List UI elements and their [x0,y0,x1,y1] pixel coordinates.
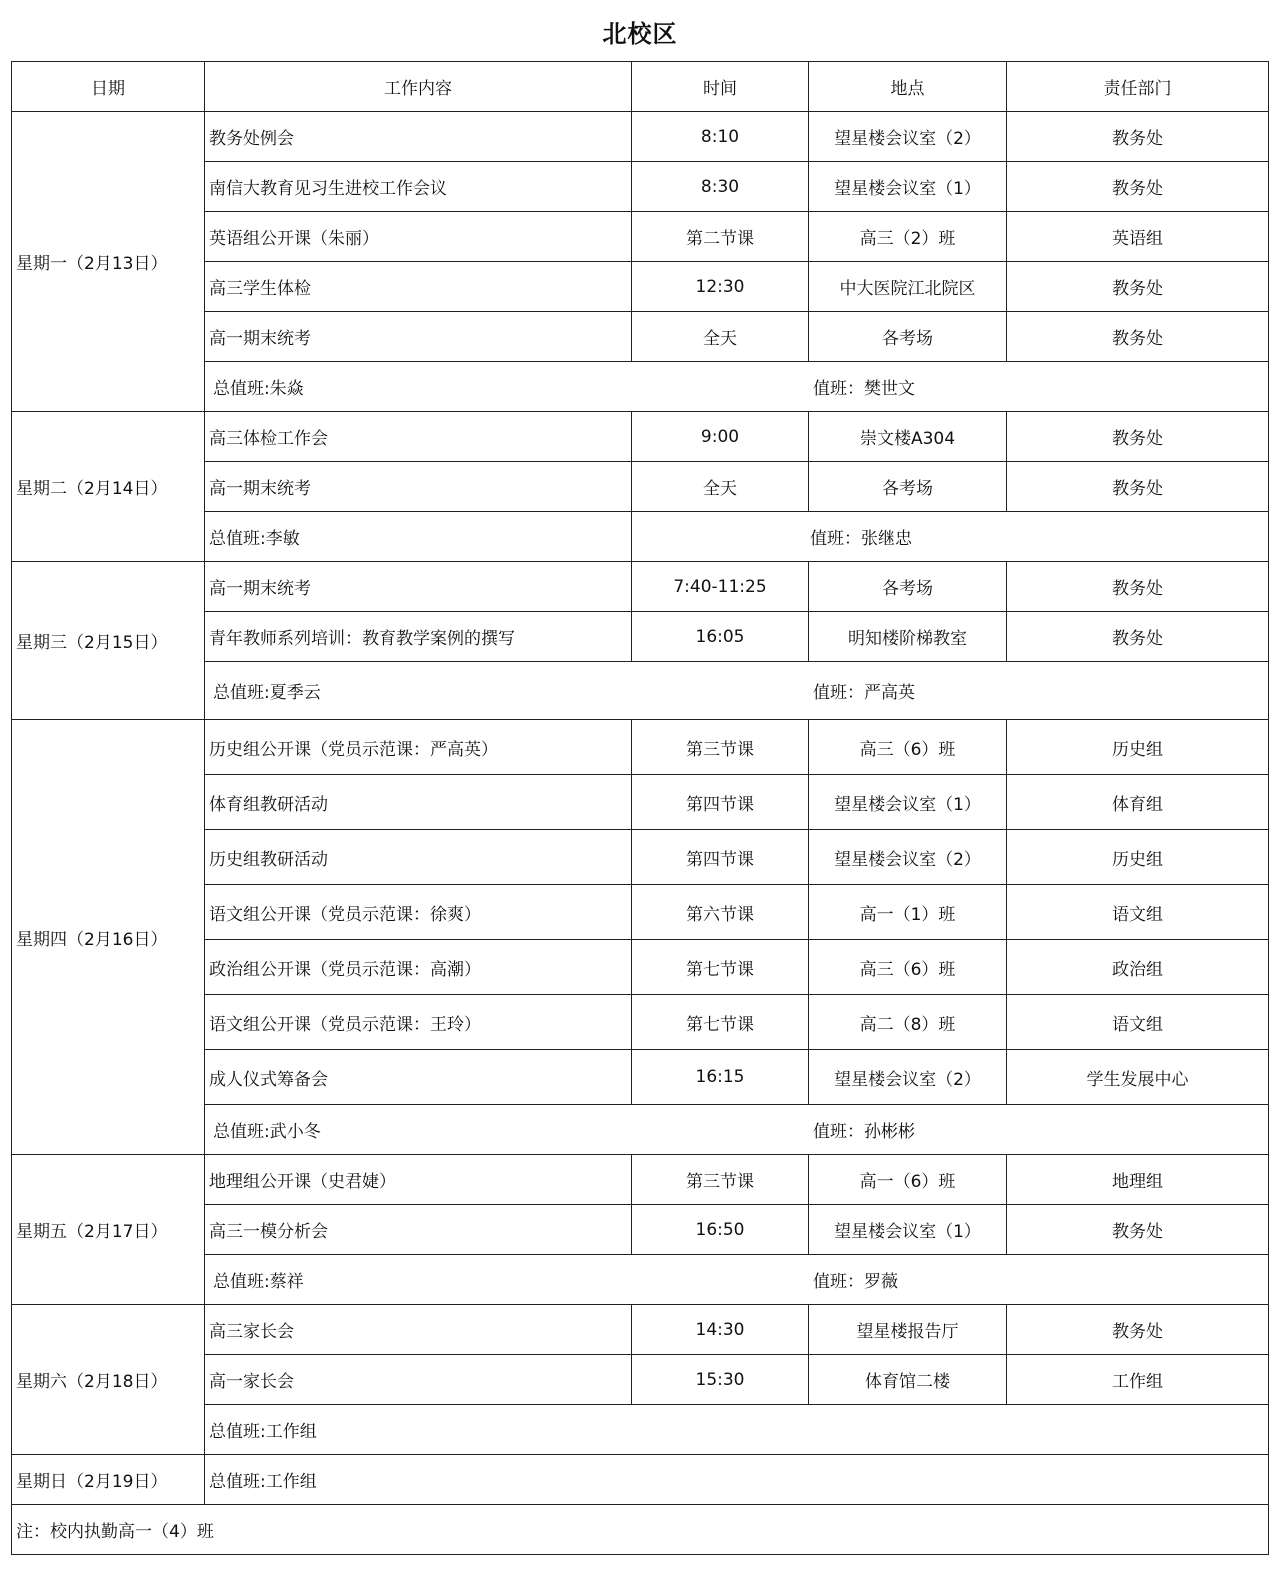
content-cell: 南信大教育见习生进校工作会议 [205,162,632,212]
day-cell: 星期五（2月17日） [12,1155,205,1305]
dept-cell: 地理组 [1007,1155,1269,1205]
dept-cell: 教务处 [1007,412,1269,462]
content-cell: 高三一模分析会 [205,1205,632,1255]
chief-duty: 总值班:工作组 [205,1455,1269,1505]
time-cell: 9:00 [632,412,809,462]
dept-cell: 学生发展中心 [1007,1050,1269,1105]
place-cell: 各考场 [809,462,1007,512]
time-cell: 16:15 [632,1050,809,1105]
table-row [12,112,1269,162]
dept-cell: 语文组 [1007,885,1269,940]
content-cell: 高三体检工作会 [205,412,632,462]
table-row [12,1155,1269,1205]
content-cell: 体育组教研活动 [205,775,632,830]
day-cell: 星期一（2月13日） [12,112,205,412]
chief-duty: 总值班:武小冬 [213,1122,321,1142]
place-cell: 中大医院江北院区 [809,262,1007,312]
dept-cell: 历史组 [1007,830,1269,885]
duty-staff: 值班：严高英 [813,683,915,703]
note-row [12,1505,1269,1555]
time-cell: 14:30 [632,1305,809,1355]
content-cell: 青年教师系列培训：教育教学案例的撰写 [205,612,632,662]
time-cell: 12:30 [632,262,809,312]
chief-duty: 总值班:夏季云 [213,683,321,703]
time-cell: 第七节课 [632,940,809,995]
dept-cell: 教务处 [1007,1205,1269,1255]
time-cell: 16:05 [632,612,809,662]
dept-cell: 政治组 [1007,940,1269,995]
place-cell: 明知楼阶梯教室 [809,612,1007,662]
dept-cell: 体育组 [1007,775,1269,830]
duty-cell [205,662,1269,720]
time-cell: 第三节课 [632,1155,809,1205]
table-row [12,1305,1269,1355]
dept-cell: 教务处 [1007,612,1269,662]
place-cell: 望星楼会议室（1） [809,1205,1007,1255]
dept-cell: 英语组 [1007,212,1269,262]
day-cell: 星期日（2月19日） [12,1455,205,1505]
place-cell: 望星楼会议室（1） [809,775,1007,830]
chief-duty: 总值班:李敏 [205,512,632,562]
place-cell: 高三（6）班 [809,940,1007,995]
dept-cell: 历史组 [1007,720,1269,775]
duty-cell [205,1255,1269,1305]
content-cell: 高三学生体检 [205,262,632,312]
day-cell: 星期三（2月15日） [12,562,205,720]
dept-cell: 教务处 [1007,1305,1269,1355]
place-cell: 高一（1）班 [809,885,1007,940]
place-cell: 体育馆二楼 [809,1355,1007,1405]
chief-duty: 总值班:朱焱 [213,379,304,399]
duty-staff: 值班：樊世文 [813,379,915,399]
place-cell: 望星楼会议室（2） [809,112,1007,162]
schedule-table [11,61,1269,1555]
content-cell: 政治组公开课（党员示范课：高潮） [205,940,632,995]
header-row [12,62,1269,112]
time-cell: 全天 [632,462,809,512]
table-row [12,412,1269,462]
time-cell: 8:10 [632,112,809,162]
time-cell: 16:50 [632,1205,809,1255]
place-cell: 各考场 [809,562,1007,612]
chief-duty: 总值班:工作组 [205,1405,1269,1455]
time-cell: 8:30 [632,162,809,212]
time-cell: 第二节课 [632,212,809,262]
time-cell: 7:40-11:25 [632,562,809,612]
time-cell: 第六节课 [632,885,809,940]
time-cell: 全天 [632,312,809,362]
header-date: 日期 [12,62,205,112]
content-cell: 成人仪式筹备会 [205,1050,632,1105]
dept-cell: 教务处 [1007,312,1269,362]
time-cell: 15:30 [632,1355,809,1405]
duty-cell [205,1105,1269,1155]
content-cell: 高三家长会 [205,1305,632,1355]
time-cell: 第四节课 [632,830,809,885]
content-cell: 教务处例会 [205,112,632,162]
dept-cell: 教务处 [1007,112,1269,162]
day-cell: 星期二（2月14日） [12,412,205,562]
dept-cell: 教务处 [1007,162,1269,212]
table-row [12,562,1269,612]
duty-cell [205,362,1269,412]
page-title: 北校区 [602,20,678,48]
content-cell: 高一家长会 [205,1355,632,1405]
place-cell: 望星楼会议室（2） [809,830,1007,885]
day-cell: 星期六（2月18日） [12,1305,205,1455]
time-cell: 第七节课 [632,995,809,1050]
time-cell: 第四节课 [632,775,809,830]
place-cell: 高三（2）班 [809,212,1007,262]
place-cell: 各考场 [809,312,1007,362]
time-cell: 第三节课 [632,720,809,775]
content-cell: 历史组教研活动 [205,830,632,885]
day-cell: 星期四（2月16日） [12,720,205,1155]
table-row [12,720,1269,775]
place-cell: 望星楼会议室（2） [809,1050,1007,1105]
dept-cell: 教务处 [1007,562,1269,612]
duty-staff: 值班：孙彬彬 [813,1122,915,1142]
header-content: 工作内容 [205,62,632,112]
place-cell: 崇文楼A304 [809,412,1007,462]
place-cell: 望星楼报告厅 [809,1305,1007,1355]
dept-cell: 语文组 [1007,995,1269,1050]
content-cell: 语文组公开课（党员示范课：王玲） [205,995,632,1050]
note-text: 注：校内执勤高一（4）班 [12,1505,1269,1555]
content-cell: 高一期末统考 [205,462,632,512]
header-time: 时间 [632,62,809,112]
place-cell: 高一（6）班 [809,1155,1007,1205]
dept-cell: 工作组 [1007,1355,1269,1405]
content-cell: 高一期末统考 [205,562,632,612]
dept-cell: 教务处 [1007,462,1269,512]
duty-staff: 值班：罗薇 [813,1272,898,1292]
header-place: 地点 [809,62,1007,112]
content-cell: 历史组公开课（党员示范课：严高英） [205,720,632,775]
place-cell: 高三（6）班 [809,720,1007,775]
content-cell: 英语组公开课（朱丽） [205,212,632,262]
content-cell: 高一期末统考 [205,312,632,362]
chief-duty: 总值班:蔡祥 [213,1272,304,1292]
place-cell: 望星楼会议室（1） [809,162,1007,212]
place-cell: 高二（8）班 [809,995,1007,1050]
duty-staff: 值班：张继忠 [632,512,1269,562]
header-dept: 责任部门 [1007,62,1269,112]
content-cell: 地理组公开课（史君婕） [205,1155,632,1205]
table-row [12,1455,1269,1505]
content-cell: 语文组公开课（党员示范课：徐爽） [205,885,632,940]
dept-cell: 教务处 [1007,262,1269,312]
